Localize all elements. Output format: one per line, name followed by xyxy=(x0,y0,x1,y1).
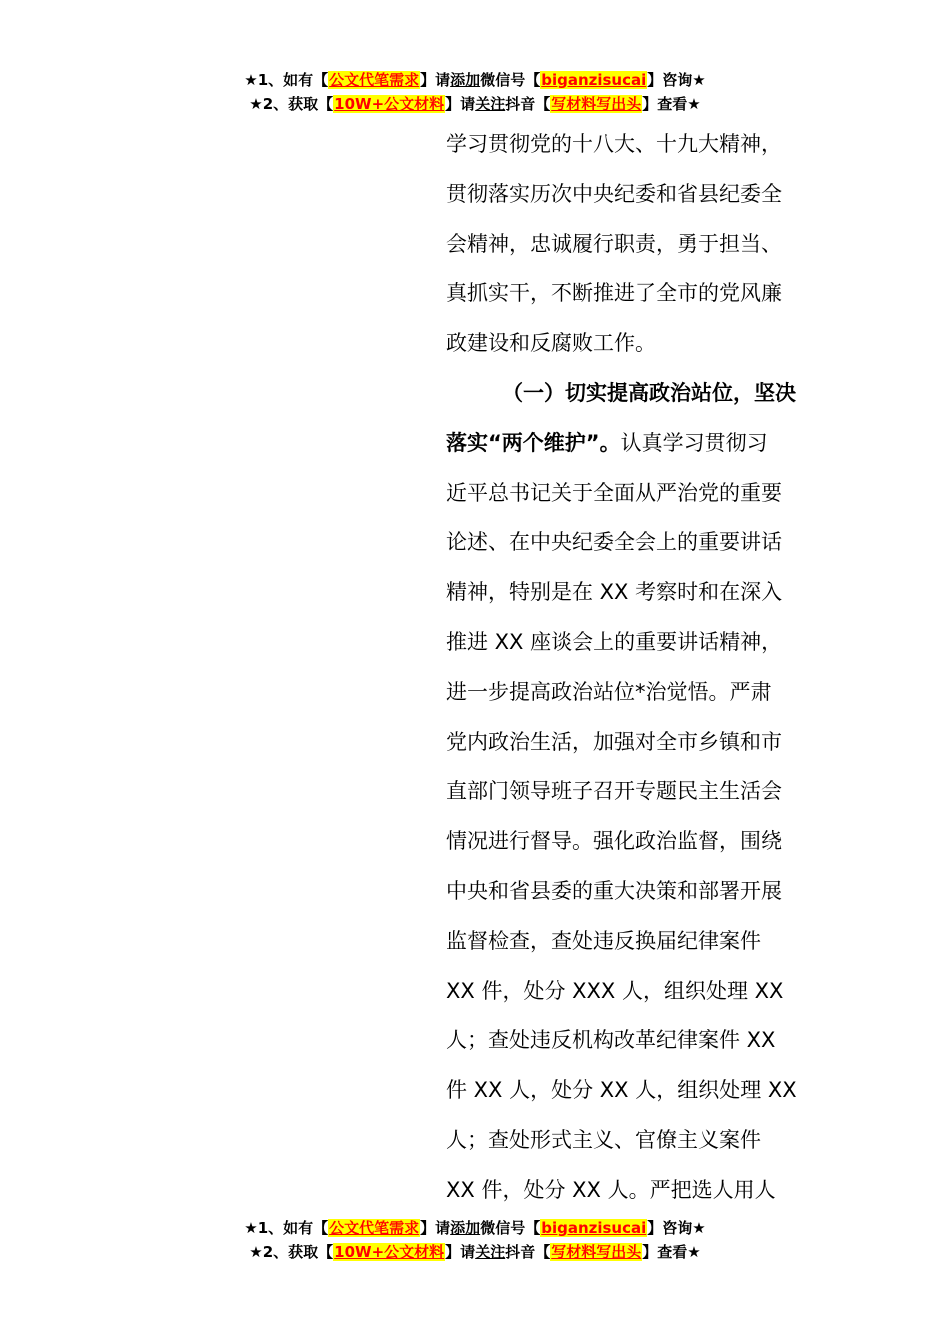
star-icon: ★ xyxy=(692,71,706,89)
banner-text: 2、获取【 xyxy=(262,95,334,113)
banner-text: 1、如有【 xyxy=(257,1219,329,1237)
body-line: 直部门领导班子召开专题民主生活会 xyxy=(446,779,782,804)
section-heading: （一）切实提高政治站位，坚决 xyxy=(502,380,796,405)
banner-text: 微信号【 xyxy=(480,71,541,89)
banner-text: 】请 xyxy=(445,95,476,113)
banner-text: 抖音【 xyxy=(505,95,551,113)
douyin-account-highlight: 写材料写出头 xyxy=(551,1243,642,1261)
banner-line-1 xyxy=(0,1216,950,1240)
banner-text: 1、如有【 xyxy=(257,71,329,89)
banner-text: 】咨询 xyxy=(647,71,693,89)
body-line: 学习贯彻党的十八大、十九大精神， xyxy=(446,132,782,156)
banner-line-1 xyxy=(0,68,950,92)
body-line: 党内政治生活，加强对全市乡镇和市 xyxy=(446,729,782,754)
ghostwriting-highlight: 公文代笔需求 xyxy=(329,1219,420,1237)
header-banner xyxy=(0,68,950,116)
footer-banner xyxy=(0,1216,950,1264)
banner-text: 】请 xyxy=(420,71,451,89)
star-icon: ★ xyxy=(249,1243,263,1261)
banner-line-2 xyxy=(0,1240,950,1264)
body-line: 件 XX 人，处分 XX 人，组织处理 XX xyxy=(446,1078,797,1103)
banner-text: 2、获取【 xyxy=(262,1243,334,1261)
body-line: 政建设和反腐败工作。 xyxy=(446,331,656,356)
body-line: 近平总书记关于全面从严治党的重要 xyxy=(446,480,782,505)
banner-text: 】查看 xyxy=(642,1243,688,1261)
body-line: 中央和省县委的重大决策和部署开展 xyxy=(446,878,782,903)
body-line: 贯彻落实历次中央纪委和省县纪委全 xyxy=(446,181,782,206)
star-icon: ★ xyxy=(687,1243,701,1261)
body-text: 认真学习贯彻习 xyxy=(620,430,768,455)
body-line: 论述、在中央纪委全会上的重要讲话 xyxy=(446,530,782,555)
body-line: 情况进行督导。强化政治监督，围绕 xyxy=(446,829,782,854)
wechat-id-highlight: biganzisucai xyxy=(541,71,647,89)
banner-text: 】咨询 xyxy=(647,1219,693,1237)
star-icon: ★ xyxy=(244,1219,258,1237)
banner-text: 】查看 xyxy=(642,95,688,113)
douyin-account-highlight: 写材料写出头 xyxy=(551,95,642,113)
banner-text: 抖音【 xyxy=(505,1243,551,1261)
section-heading-continued: 落实“两个维护”。 xyxy=(446,430,621,455)
body-line: XX 件，处分 XX 人。严把选人用人 xyxy=(446,1177,776,1202)
body-line: 真抓实干，不断推进了全市的党风廉 xyxy=(446,281,782,306)
body-line: 推进 XX 座谈会上的重要讲话精神， xyxy=(446,629,783,654)
star-icon: ★ xyxy=(244,71,258,89)
body-line: 监督检查，查处违反换届纪律案件 xyxy=(446,928,761,953)
materials-highlight: 10W+公文材料 xyxy=(334,95,445,113)
banner-text: 微信号【 xyxy=(480,1219,541,1237)
body-line xyxy=(446,419,806,469)
star-icon: ★ xyxy=(249,95,263,113)
banner-underlined-text: 关注 xyxy=(475,95,506,113)
materials-highlight: 10W+公文材料 xyxy=(334,1243,445,1261)
banner-underlined-text: 关注 xyxy=(475,1243,506,1261)
banner-line-2 xyxy=(0,92,950,116)
body-line: 进一步提高政治站位*治觉悟。严肃 xyxy=(446,679,772,704)
body-line: 人；查处形式主义、官僚主义案件 xyxy=(446,1127,761,1152)
body-line: 会精神，忠诚履行职责，勇于担当、 xyxy=(446,231,782,256)
banner-underlined-text: 添加 xyxy=(450,71,481,89)
ghostwriting-highlight: 公文代笔需求 xyxy=(329,71,420,89)
banner-underlined-text: 添加 xyxy=(450,1219,481,1237)
star-icon: ★ xyxy=(692,1219,706,1237)
banner-text: 】请 xyxy=(445,1243,476,1261)
body-line: 精神，特别是在 XX 考察时和在深入 xyxy=(446,580,783,605)
body-line: XX 件，处分 XXX 人，组织处理 XX xyxy=(446,978,784,1003)
document-body xyxy=(446,120,806,1216)
wechat-id-highlight: biganzisucai xyxy=(541,1219,647,1237)
body-line: 人；查处违反机构改革纪律案件 XX xyxy=(446,1028,776,1053)
star-icon: ★ xyxy=(687,95,701,113)
banner-text: 】请 xyxy=(420,1219,451,1237)
